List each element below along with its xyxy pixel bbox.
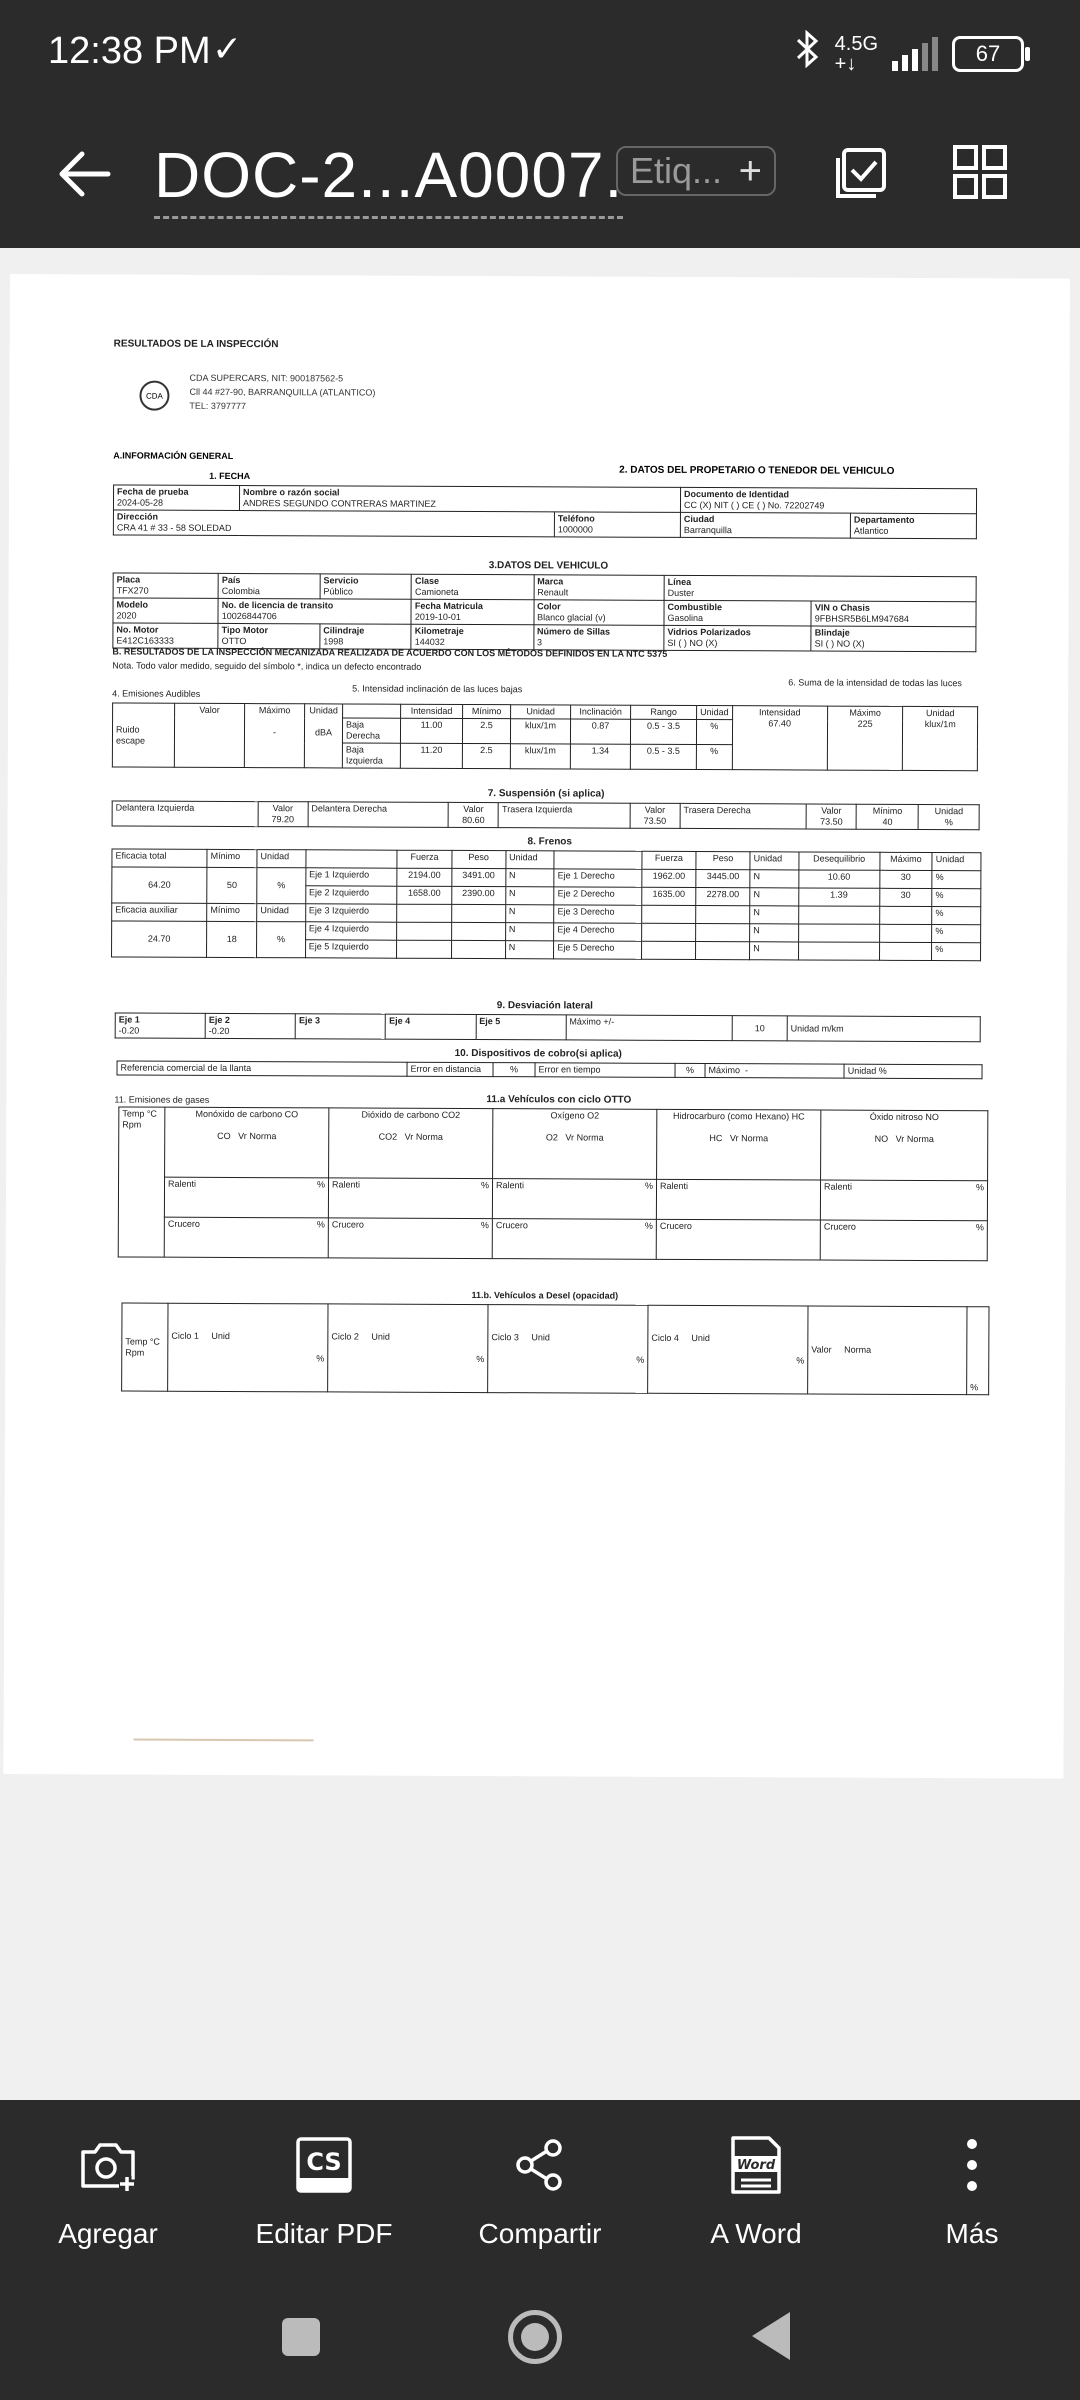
- battery-icon: 67: [952, 36, 1024, 72]
- toll-title: 10. Dispositivos de cobro(si aplica): [454, 1047, 622, 1060]
- document-page[interactable]: [3, 274, 1070, 1779]
- home-button[interactable]: [508, 2310, 562, 2364]
- grid-view-button[interactable]: [952, 144, 1008, 200]
- vehicle-table: Placa TFX270 País Colombia Servicio Público Clase Camioneta Marca Renault Línea Duster Modelo 2020 No. de licencia de transito 10026844706 Fecha Matricula 2019-10-01 Color Blanco glacial (v) Combustible Gasolina VIN o Chasis 9FBHSR5B6LM947684 No. Motor E412C163333 Tipo Motor OTTO Cilindraje 1998 Kilometraje 144032 Número de Sillas 3 Vidrios Polarizados SI ( ) NO (X) Blindaje SI ( ) NO (X): [112, 572, 976, 652]
- brakes-table: Eficacia total Mínimo Unidad Fuerza Peso Unidad Fuerza Peso Unidad Desequilibrio Máximo Unidad 64.20 50 % Eje 1 Izquierdo 2194.00 3491.00 N Eje 1 Derecho 1962.00 3445.00 N 10.60 30 % Eje 2 Izquierdo 1658.00 2390.00 N Eje 2 Derecho 1635.00 2278.00 N 1.39 30 % Eficacia auxiliar Mínimo Unidad Eje 3 Izquierdo N Eje 3 Derecho N % 24.70 18 % Eje 4 Izquierdo N Eje 4 Derecho N % Eje 5 Izquierdo N Eje 5 Derecho N %: [111, 848, 981, 961]
- recents-button[interactable]: [282, 2318, 320, 2356]
- deviation-title: 9. Desviación lateral: [496, 1000, 594, 1012]
- share-button[interactable]: [432, 2100, 648, 2280]
- to-word-label: A Word: [710, 2218, 802, 2249]
- status-bar: [0, 0, 1080, 110]
- diesel-table: Temp °C Rpm Ciclo 1 Unid % Ciclo 2 Unid % Ciclo 3 Unid % Ciclo 4 Unid % Valor Norma %: [121, 1302, 989, 1395]
- document-viewer[interactable]: [0, 248, 1080, 2100]
- section-a-title: A.INFORMACIÓN GENERAL: [113, 450, 234, 461]
- share-icon: [509, 2134, 571, 2196]
- tag-placeholder: Etiq...: [630, 150, 723, 191]
- svg-text:Word: Word: [736, 2158, 776, 2173]
- back-button[interactable]: [52, 142, 116, 206]
- deviation-table: Eje 1 -0.20 Eje 2 -0.20 Eje 3 Eje 4 Eje 5 Máximo +/- 10 Unidad m/km: [115, 1012, 981, 1042]
- company-info: CDA SUPERCARS, NIT: 900187562-5 Cll 44 #27-90, BARRANQUILLA (ATLANTICO) TEL: 3797777: [189, 372, 376, 412]
- camera-plus-icon: [77, 2134, 139, 2196]
- check-icon: ✓: [212, 28, 243, 69]
- share-label: Compartir: [478, 2218, 602, 2249]
- suspension-table: Delantera Izquierda Valor 79.20 Delantera Derecha Valor 80.60 Trasera Izquierda Valor 73.50 Trasera Derecha Valor 73.50 Mínimo 40 Unidad %: [112, 800, 980, 830]
- section-1-title: 1. FECHA: [209, 470, 251, 482]
- more-icon: [941, 2134, 1003, 2196]
- section-b-title: B. RESULTADOS DE LA INSPECCIÓN MECANIZADA REALIZADA DE ACUERDO CON LOS MÉTODOS DEFINIDOS EN LA NTC 5375: [112, 646, 668, 659]
- lights-table: Ruido escape Valor Máximo - Unidad dBA Intensidad Mínimo Unidad Inclinación Rango Unidad Intensidad 67.40 Máximo 225 Unidad klux/1m Baja Derecha 11.00 2.5 klux/1m 0.87 0.5 - 3.5 % Baja Izquierda 11.20 2.5 klux/1m 1.34 0.5 - 3.5 %: [112, 702, 978, 771]
- app-bar: [0, 110, 1080, 248]
- grid-icon: [952, 144, 1008, 200]
- status-icons: [795, 30, 1024, 78]
- network-type: 4.5G +↓: [834, 33, 878, 75]
- edit-pdf-label: Editar PDF: [255, 2218, 393, 2249]
- arrow-left-icon: [52, 142, 116, 206]
- lights-sum-title: 6. Suma de la intensidad de todas las luces: [788, 677, 962, 689]
- nav-back-button[interactable]: [752, 2312, 790, 2360]
- gases-title: 11. Emisiones de gases: [114, 1094, 210, 1105]
- add-button[interactable]: [0, 2100, 216, 2280]
- lights-title: 5. Intensidad inclinación de las luces bajas: [352, 683, 523, 695]
- edit-pdf-button[interactable]: [216, 2100, 432, 2280]
- word-icon: [725, 2134, 787, 2196]
- to-word-button[interactable]: [648, 2100, 864, 2280]
- doc-heading: RESULTADOS DE LA INSPECCIÓN: [113, 338, 279, 351]
- checkbox-multiple-icon: [830, 144, 890, 204]
- cs-icon: [293, 2134, 355, 2196]
- plus-icon: +: [738, 148, 762, 193]
- more-button[interactable]: [864, 2100, 1080, 2280]
- section-3-title: 3.DATOS DEL VEHICULO: [488, 560, 609, 572]
- bluetooth-icon: [795, 30, 821, 78]
- add-tag-button[interactable]: [616, 146, 776, 196]
- gases-table: Temp °C Rpm Monóxido de carbono CO CO Vr Norma Dióxido de carbono CO2 CO2 Vr Norma Oxígeno O2 O2 Vr Norma Hidrocarburo (como Hexano) HC HC Vr Norma Óxido nitroso NO NO Vr Norma Ralenti % Ralenti % Ralenti % Ralenti Ralenti % Crucero % Crucero % Crucero % Crucero Crucero %: [118, 1106, 989, 1261]
- bottom-toolbar: [0, 2100, 1080, 2280]
- document-title[interactable]: DOC-2...A0007.: [154, 138, 623, 219]
- owner-table: Fecha de prueba 2024-05-28 Nombre o razón social ANDRES SEGUNDO CONTRERAS MARTINEZ Documento de Identidad CC (X) NIT ( ) CE ( ) No. 72202749 Dirección CRA 41 # 33 - 58 SOLEDAD Teléfono 1000000 Ciudad Barranquilla Departamento Atlantico: [113, 484, 977, 539]
- audible-title: 4. Emisiones Audibles: [112, 688, 201, 699]
- signal-icon: [892, 37, 938, 71]
- add-label: Agregar: [58, 2218, 158, 2249]
- diesel-title: 11.b. Vehículos a Desel (opacidad): [471, 1290, 619, 1301]
- brakes-title: 8. Frenos: [527, 836, 573, 848]
- more-label: Más: [945, 2218, 999, 2249]
- status-time: 12:38 PM: [48, 30, 211, 72]
- toll-table: Referencia comercial de la llanta Error en distancia % Error en tiempo % Máximo - Unidad %: [117, 1060, 983, 1079]
- svg-text:CS: CS: [306, 2148, 342, 2176]
- company-logo: CDA: [139, 381, 169, 411]
- select-button[interactable]: [830, 144, 890, 204]
- suspension-title: 7. Suspensión (si aplica): [487, 788, 605, 800]
- otto-title: 11.a Vehículos con ciclo OTTO: [486, 1094, 632, 1106]
- signature-line: [134, 1739, 314, 1742]
- navigation-bar: [0, 2280, 1080, 2400]
- section-2-title: 2. DATOS DEL PROPETARIO O TENEDOR DEL VEHICULO: [619, 464, 895, 477]
- note-text: Nota. Todo valor medido, seguido del símbolo *, indica un defecto encontrado: [112, 660, 422, 672]
